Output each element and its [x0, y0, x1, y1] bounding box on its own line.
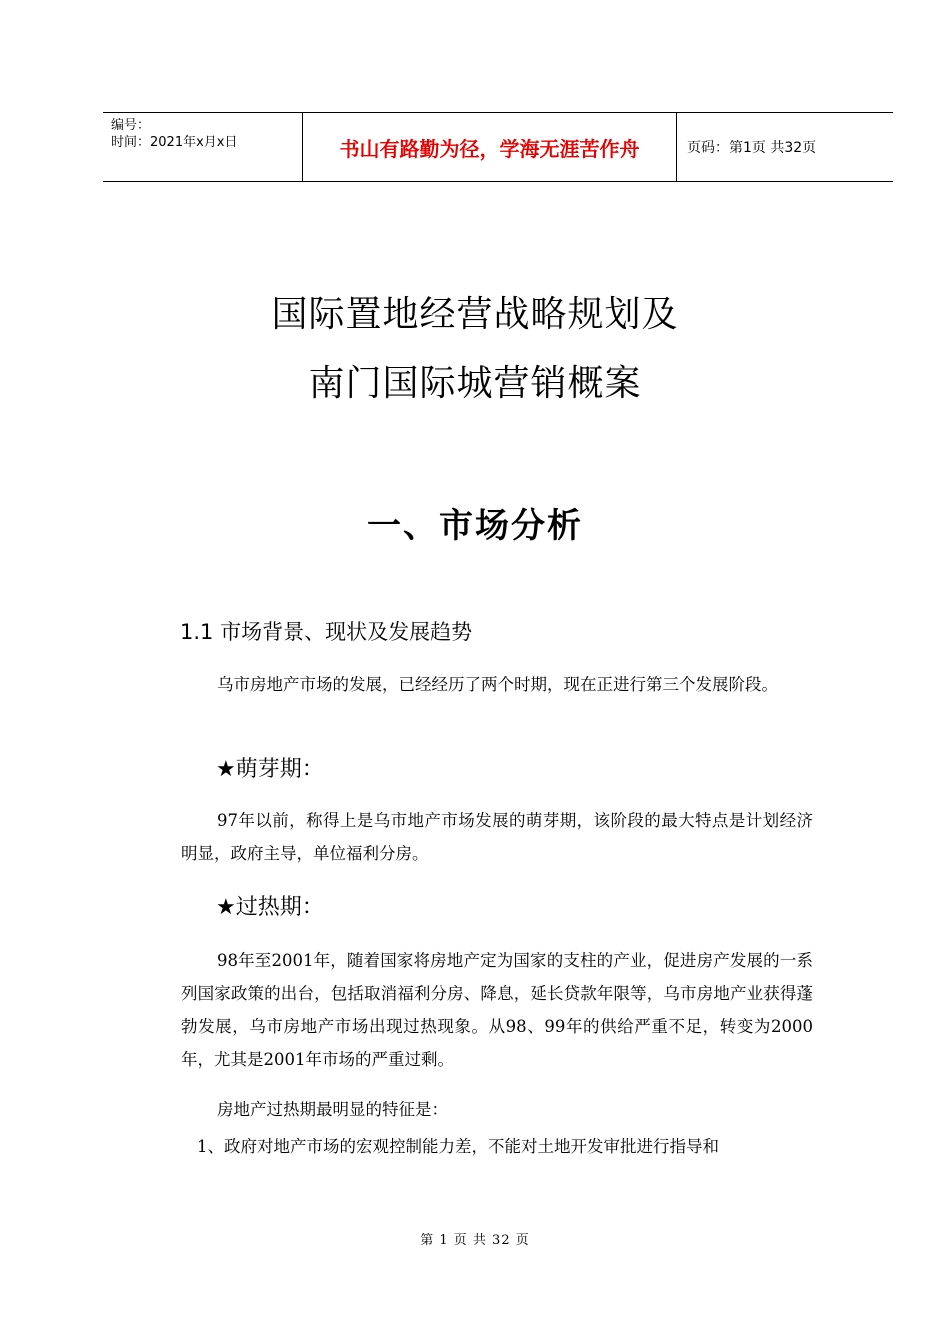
- header-motto: 书山有路勤为径，学海无涯苦作舟: [303, 113, 677, 181]
- phase2-point-1: 1、政府对地产市场的宏观控制能力差，不能对土地开发审批进行指导和: [197, 1137, 719, 1156]
- document-title-line2: 南门国际城营销概案: [308, 363, 642, 404]
- section-heading: 一、市场分析: [367, 506, 583, 546]
- header-number: 编号：: [111, 118, 151, 133]
- phase1-paragraph: 97年以前，称得上是乌市地产市场发展的萌芽期，该阶段的最大特点是计划经济明显，政府主导，单位福利分房。: [181, 811, 813, 863]
- phase2-paragraph: 98年至2001年，随着国家将房地产定为国家的支柱的产业，促进房产发展的一系列国家政策的出台，包括取消福利分房、降息，延长贷款年限等，乌市房地产业获得蓬勃发展，乌市房地产市场出现过热现象。从98、99年的供给严重不足，转变为2000年，尤其是2001年市场的严重过剩。: [181, 951, 813, 1069]
- phase1-heading: ★萌芽期：: [216, 757, 324, 782]
- phase2-heading: ★过热期：: [216, 895, 324, 920]
- header-time: 时间：2021年x月x日: [111, 135, 238, 150]
- subsection-heading: 1.1 市场背景、现状及发展趋势: [180, 620, 473, 644]
- phase2-feature-paragraph: 房地产过热期最明显的特征是：: [217, 1100, 448, 1119]
- intro-paragraph: 乌市房地产市场的发展，已经经历了两个时期，现在正进行第三个发展阶段。: [217, 675, 778, 694]
- page-header: [103, 112, 893, 182]
- header-meta: [103, 113, 303, 181]
- document-title-line1: 国际置地经营战略规划及: [271, 294, 679, 335]
- header-page-info: 页码：第1页 共32页: [687, 140, 817, 156]
- page-footer: 第 1 页 共 32 页: [420, 1233, 530, 1248]
